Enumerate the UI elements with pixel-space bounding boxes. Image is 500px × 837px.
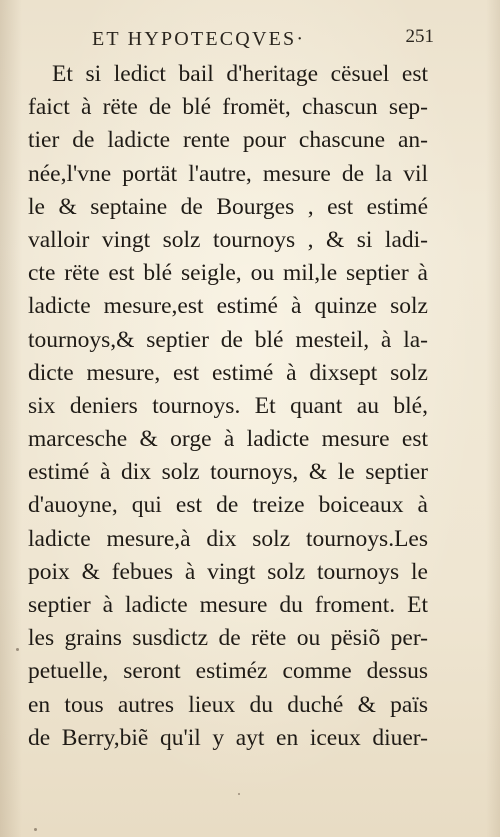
text-line: d'auoyne, qui est de treize boiceaux à: [28, 492, 428, 519]
text-line: cte rëte est blé seigle, ou mil,le septier à: [28, 260, 428, 287]
paper-speck: [34, 828, 37, 831]
text-line: les grains susdictz de rëte ou pësiõ per-: [28, 625, 428, 652]
text-line: poix & febues à vingt solz tournoys le: [28, 558, 428, 585]
text-line: marcesche & orge à ladicte mesure est: [28, 426, 428, 453]
paper-speck: [16, 648, 19, 651]
text-line: le & septaine de Bourges , est estimé: [28, 193, 428, 220]
text-line: de Berry,biẽ qu'il y ayt en iceux diuer-: [28, 724, 428, 751]
body-text: [28, 58, 428, 755]
text-line: en tous autres lieux du duché & païs: [28, 691, 428, 718]
text-line: Et si ledict bail d'heritage cësuel est: [52, 61, 428, 87]
running-head: [72, 26, 434, 52]
running-title: ET HYPOTECQVES·: [92, 28, 306, 50]
text-line: dicte mesure, est estimé à dixsept solz: [28, 359, 428, 386]
text-line: petuelle, seront estiméz comme dessus: [28, 658, 428, 685]
text-line: tier de ladicte rente pour chascune an-: [28, 127, 428, 154]
text-line: valloir vingt solz tournoys , & si ladi-: [28, 226, 428, 253]
text-line: septier à ladicte mesure du froment. Et: [28, 592, 428, 618]
page-number: 251: [405, 26, 434, 47]
text-line: ladicte mesure,à dix solz tournoys.Les: [28, 525, 428, 552]
paper-speck: [238, 793, 240, 795]
text-line: née,l'vne portät l'autre, mesure de la vil: [28, 160, 428, 187]
text-line: ladicte mesure,est estimé à quinze solz: [28, 293, 428, 320]
text-line: faict à rëte de blé fromët, chascun sep-: [28, 94, 428, 121]
text-line: tournoys,& septier de blé mesteil, à la-: [28, 326, 428, 353]
text-line: six deniers tournoys. Et quant au blé,: [28, 392, 428, 419]
text-line: estimé à dix solz tournoys, & le septier: [28, 459, 428, 486]
